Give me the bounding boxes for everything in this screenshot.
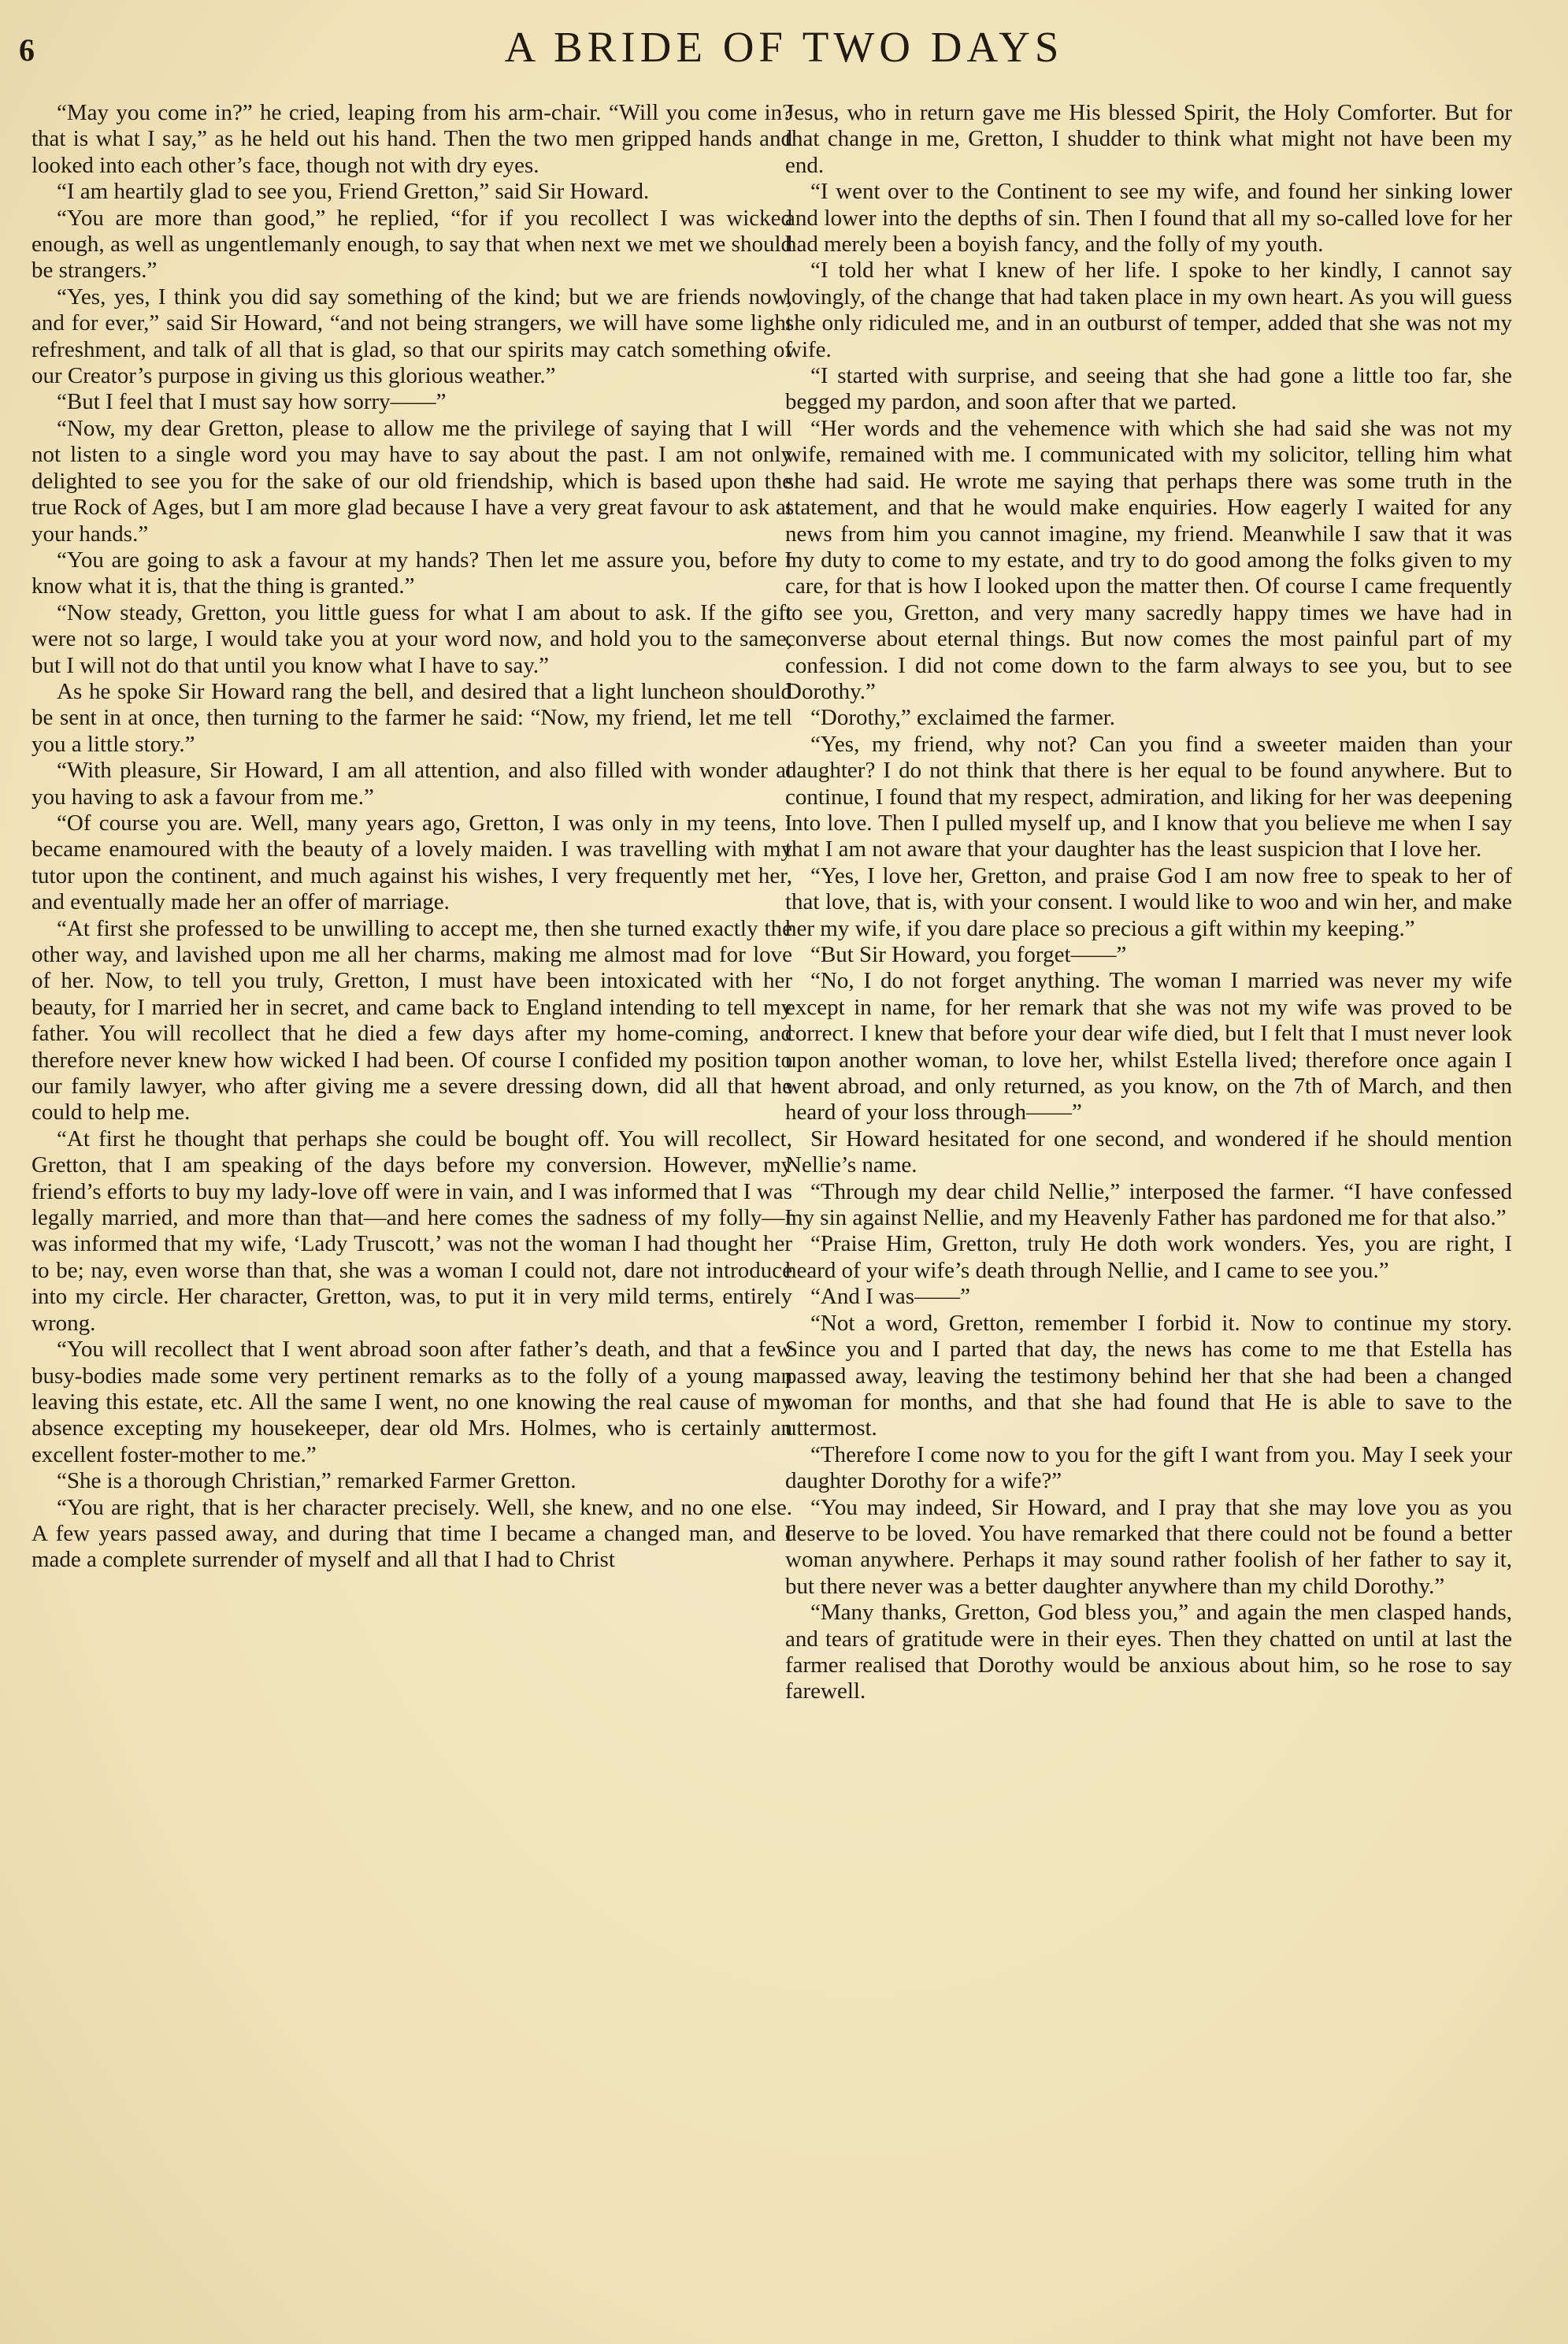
paragraph: As he spoke Sir Howard rang the bell, and desired that a light luncheon should be sent in at once, then turning to the farmer he said: “Now, my friend, let me tell you a little story.” (32, 678, 792, 757)
paragraph: “At first she professed to be unwilling to accept me, then she turned exactly the other way, and lavished upon me all her charms, making me almost mad for love of her. Now, to tell you truly, Gretton, I must have been intoxicated with her beauty, for I married her in secret, and came back to England intending to tell my father. You will recollect that he died a few days after my home-coming, and therefore never knew how wicked I had been. Of course I confided my position to our family lawyer, who after giving me a severe dressing down, did all that he could to help me. (32, 915, 792, 1126)
paragraph: “Dorothy,” exclaimed the farmer. (810, 705, 1116, 731)
right-column (785, 100, 1512, 1705)
paragraph: “Therefore I come now to you for the gift I want from you. May I seek your daughter Dorothy for a wife?” (785, 1441, 1512, 1494)
paragraph: “With pleasure, Sir Howard, I am all attention, and also filled with wonder at you having to ask a favour from me.” (32, 758, 792, 810)
paragraph: “And I was——” (810, 1284, 970, 1310)
running-title: A BRIDE OF TWO DAYS (504, 23, 1064, 71)
paragraph: “At first he thought that perhaps she could be bought off. You will recollect, Gretton, that I am speaking of the days before my conversion. However, my friend’s efforts to buy my lady-love off were in vain, and I was informed that I was legally married, and more than that—and here comes the sadness of my folly—I was informed that my wife, ‘Lady Truscott,’ was not the woman I had thought her to be; nay, even worse than that, she was a woman I could not, dare not introduce into my circle. Her character, Gretton, was, to put it in very mild terms, entirely wrong. (32, 1126, 792, 1336)
paragraph: “You are right, that is her character precisely. Well, she knew, and no one else. A few years passed away, and during that time I became a changed man, and I made a complete surrender of myself and all that I had to Christ (32, 1494, 792, 1573)
paragraph: “Yes, yes, I think you did say something of the kind; but we are friends now, and for ever,” said Sir Howard, “and not being strangers, we will have some light refreshment, and talk of all that is glad, so that our spirits may catch something of our Creator’s purpose in giving us this glorious weather.” (32, 284, 792, 389)
left-column (32, 100, 792, 1574)
paragraph: “I started with surprise, and seeing that she had gone a little too far, she begged my pardon, and soon after that we parted. (785, 363, 1512, 415)
paragraph: “She is a thorough Christian,” remarked Farmer Gretton. (57, 1468, 576, 1494)
paragraph: “But Sir Howard, you forget——” (810, 942, 1127, 967)
paragraph: “I told her what I knew of her life. I spoke to her kindly, I cannot say lovingly, of the change that had taken place in my own heart. As you will guess she only ridiculed me, and in an outburst of temper, added that she was not my wife. (785, 258, 1512, 362)
paragraph: “Now, my dear Gretton, please to allow me the privilege of saying that I will not listen to a single word you may have to say about the past. I am not only delighted to see you for the sake of our old friendship, which is based upon the true Rock of Ages, but I am more glad because I have a very great favour to ask at your hands.” (32, 415, 792, 547)
paragraph: “You are more than good,” he replied, “for if you recollect I was wicked enough, as well as ungentlemanly enough, to say that when next we met we should be strangers.” (32, 205, 792, 284)
paragraph: “I am heartily glad to see you, Friend Gretton,” said Sir Howard. (57, 179, 650, 205)
paragraph: “You are going to ask a favour at my hands? Then let me assure you, before I know what it is, that the thing is granted.” (32, 547, 792, 599)
paragraph: “Not a word, Gretton, remember I forbid it. Now to continue my story. Since you and I parted that day, the news has come to me that Estella has passed away, leaving the testimony behind her that she had been a changed woman for months, and that she had found that He is able to save to the uttermost. (785, 1310, 1512, 1441)
page-number: 6 (19, 32, 35, 68)
paragraph: “May you come in?” he cried, leaping from his arm-chair. “Will you come in? that is what I say,” as he held out his hand. Then the two men gripped hands and looked into each other’s face, though not with dry eyes. (32, 100, 792, 178)
paragraph: “Her words and the vehemence with which she had said she was not my wife, remained with me. I communicated with my solicitor, telling him what she had said. He wrote me saying that perhaps there was some truth in the statement, and that he would make enquiries. How eagerly I waited for any news from him you cannot imagine, my friend. Meanwhile I saw that it was my duty to come to my estate, and try to do good among the folks given to my care, for that is how I looked upon the matter then. Of course I came frequently to see you, Gretton, and very many sacredly happy times we have had in converse about eternal things. But now comes the most painful part of my confession. I did not come down to the farm always to see you, but to see Dorothy.” (785, 415, 1512, 704)
paragraph: “You will recollect that I went abroad soon after father’s death, and that a few busy-bodies made some very pertinent remarks as to the folly of a young man leaving this estate, etc. All the same I went, no one knowing the real cause of my absence excepting my housekeeper, dear old Mrs. Holmes, who is certainly an excellent foster-mother to me.” (32, 1337, 792, 1467)
paragraph: Sir Howard hesitated for one second, and wondered if he should mention Nellie’s name. (785, 1126, 1512, 1178)
paragraph: “Yes, I love her, Gretton, and praise God I am now free to speak to her of that love, that is, with your consent. I would like to woo and win her, and make her my wife, if you dare place so precious a gift within my keeping.” (785, 862, 1512, 941)
paragraph: “Through my dear child Nellie,” interposed the farmer. “I have confessed my sin against Nellie, and my Heavenly Father has pardoned me for that also.” (785, 1178, 1512, 1231)
paragraph: “But I feel that I must say how sorry——” (57, 389, 447, 415)
paragraph: “Now steady, Gretton, you little guess for what I am about to ask. If the gift were not so large, I would take you at your word now, and hold you to the same, but I will not do that until you know what I have to say.” (32, 599, 792, 678)
paragraph: “You may indeed, Sir Howard, and I pray that she may love you as you deserve to be loved. You have remarked that there could not be found a better woman anywhere. Perhaps it may sound rather foolish of her father to say it, but there never was a better daughter anywhere than my child Dorothy.” (785, 1494, 1512, 1599)
paragraph: “Many thanks, Gretton, God bless you,” and again the men clasped hands, and tears of gratitude were in their eyes. Then they chatted on until at last the farmer realised that Dorothy would be anxious about him, so he rose to say farewell. (785, 1600, 1512, 1704)
paragraph: “Of course you are. Well, many years ago, Gretton, I was only in my teens, I became enamoured with the beauty of a lovely maiden. I was travelling with my tutor upon the continent, and much against his wishes, I very frequently met her, and eventually made her an offer of marriage. (32, 810, 792, 915)
paragraph: “Yes, my friend, why not? Can you find a sweeter maiden than your daughter? I do not think that there is her equal to be found anywhere. But to continue, I found that my respect, admiration, and liking for her was deepening into love. Then I pulled myself up, and I know that you believe me when I say that I am not aware that your daughter has the least suspicion that I love her. (785, 731, 1512, 862)
paragraph: “I went over to the Continent to see my wife, and found her sinking lower and lower into the depths of sin. Then I found that all my so-called love for her had merely been a boyish fancy, and the folly of my youth. (785, 179, 1512, 258)
paragraph: Jesus, who in return gave me His blessed Spirit, the Holy Comforter. But for that change in me, Gretton, I shudder to think what might not have been my end. (785, 100, 1512, 178)
paragraph: “No, I do not forget anything. The woman I married was never my wife except in name, for her remark that she was not my wife was proved to be correct. I knew that before your dear wife died, but I felt that I must never look upon another woman, to love her, whilst Estella lived; therefore once again I went abroad, and only returned, as you know, on the 7th of March, and then heard of your loss through——” (785, 968, 1512, 1126)
paragraph: “Praise Him, Gretton, truly He doth work wonders. Yes, you are right, I heard of your wife’s death through Nellie, and I came to see you.” (785, 1231, 1512, 1283)
